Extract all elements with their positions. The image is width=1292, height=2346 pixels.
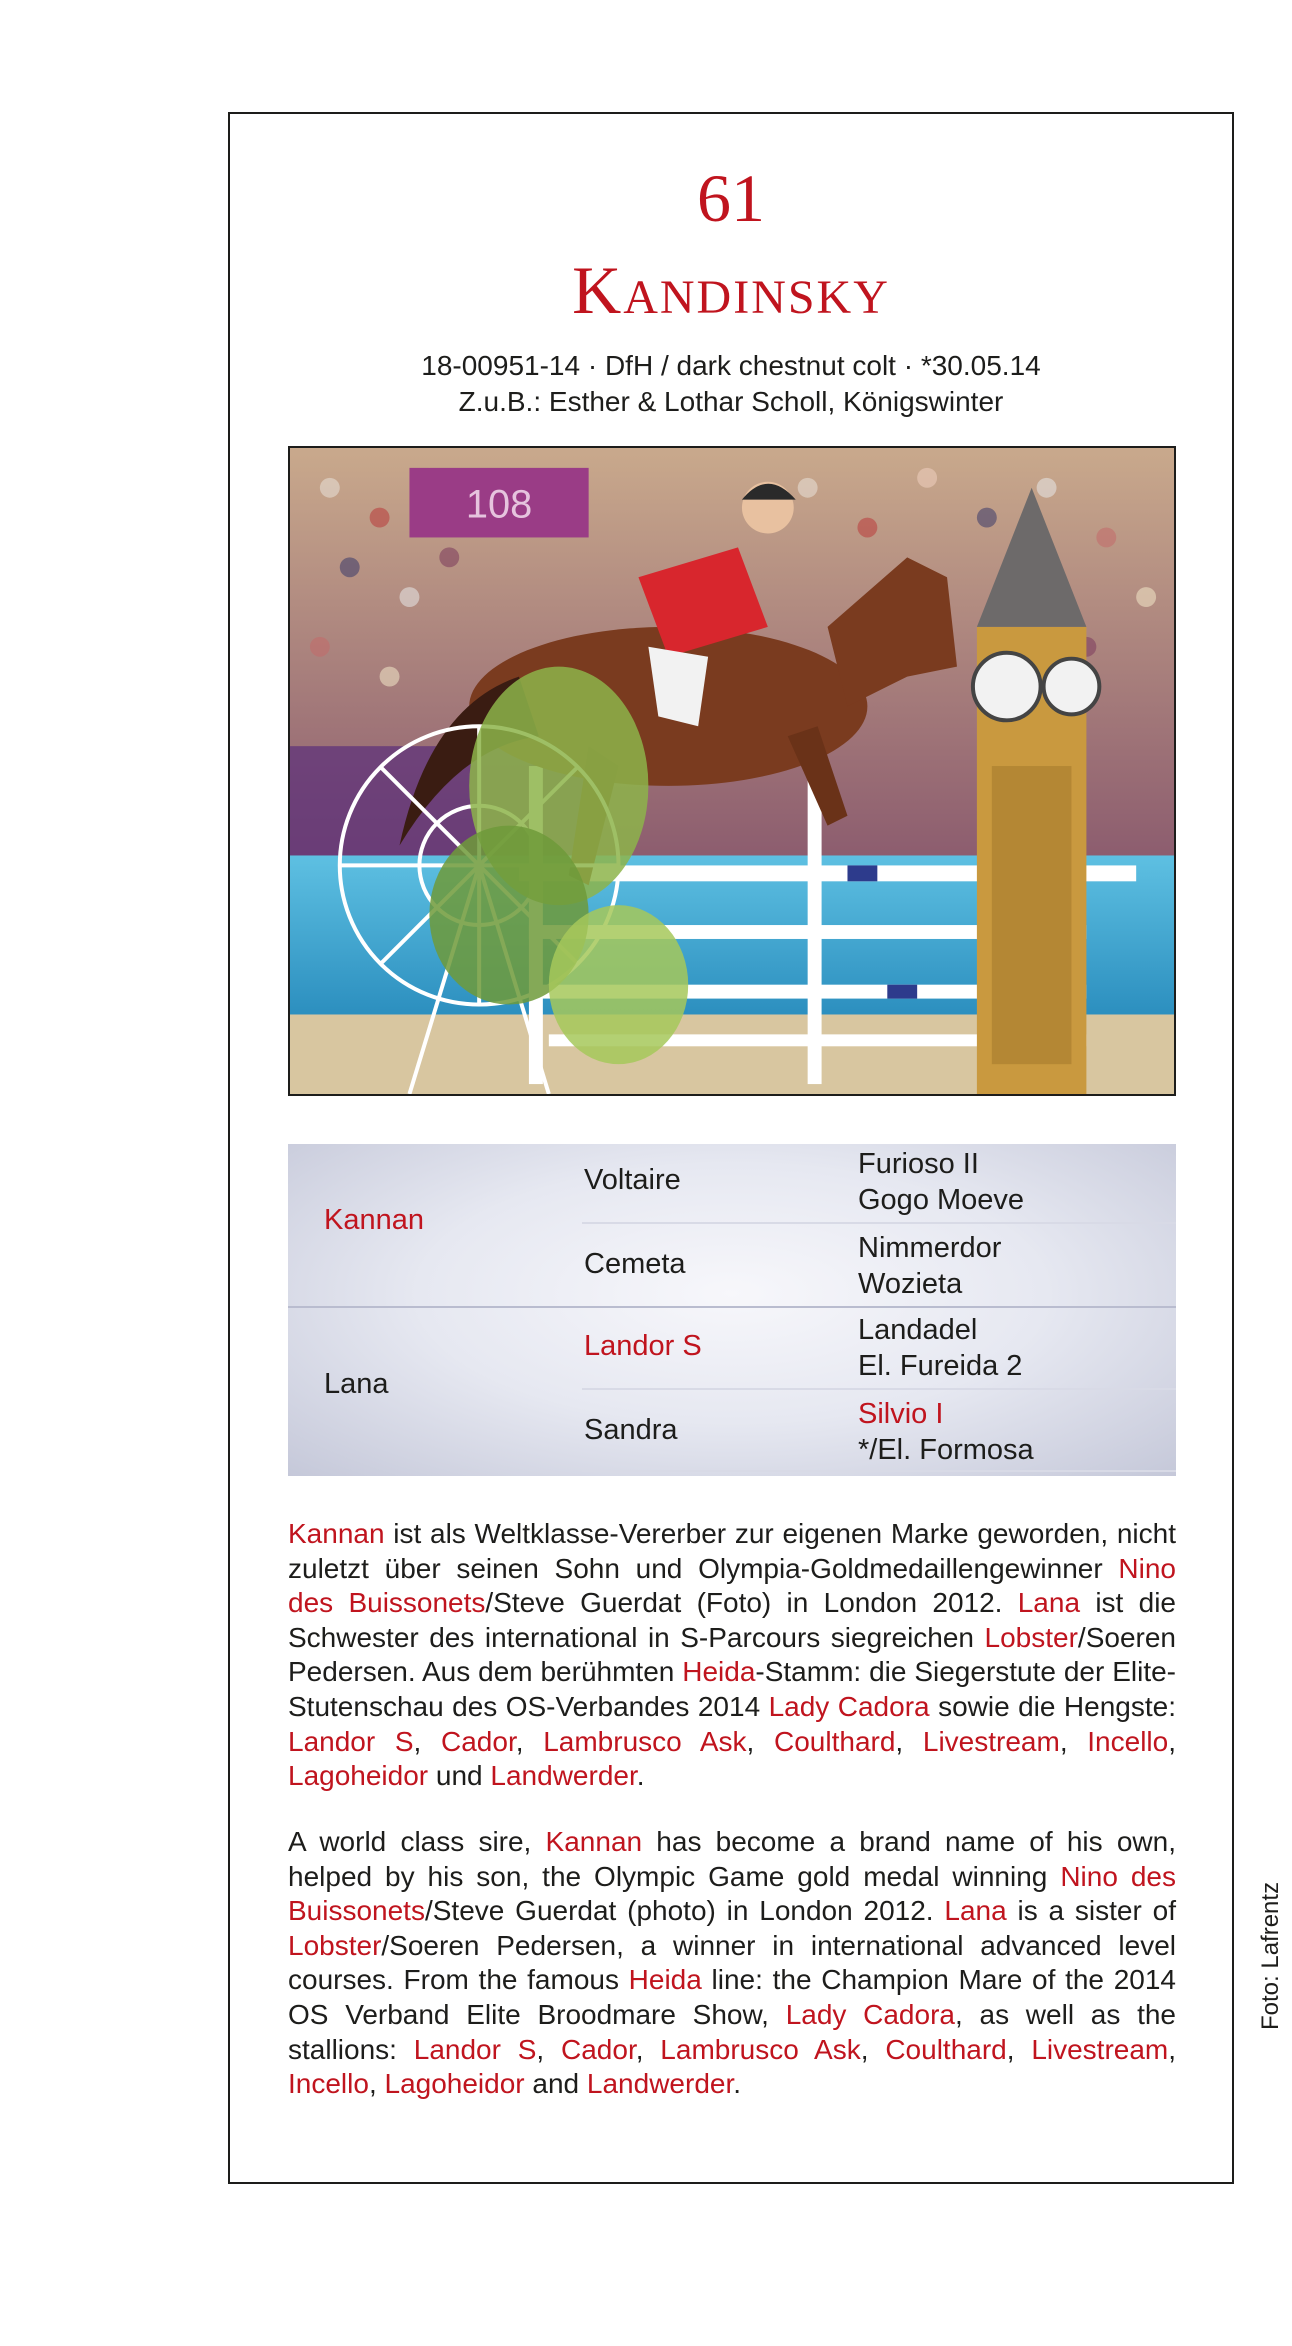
text-run: , <box>536 2033 561 2065</box>
g3-ancestor: */El. Formosa <box>858 1434 1034 1466</box>
g3-ancestor: Gogo Moeve <box>858 1184 1025 1216</box>
horse-link: Lambrusco Ask <box>660 2033 861 2065</box>
horse-link: Kannan <box>288 1518 385 1549</box>
horse-link: Livestream <box>1031 2033 1169 2065</box>
g3-ancestor: Wozieta <box>858 1268 963 1300</box>
text-run: is a sister of <box>1006 1895 1176 1927</box>
g3-ancestor: Furioso II <box>858 1148 979 1180</box>
dam-dam-name: Sandra <box>584 1414 678 1446</box>
dam-sire-name: Landor S <box>584 1330 702 1362</box>
horse-link: Landwerder <box>490 1760 637 1792</box>
text-run: , <box>1059 1725 1088 1757</box>
g3-ancestor: Nimmerdor <box>858 1232 1002 1264</box>
horse-link: Lobster <box>288 1929 382 1961</box>
horse-link: Nino des Buissonets <box>288 1860 1176 1927</box>
text-run: und <box>428 1760 491 1792</box>
horse-link: Lambrusco Ask <box>543 1725 747 1757</box>
breeder-details: Z.u.B.: Esther & Lothar Scholl, Königswinter <box>458 386 1004 417</box>
horse-link: Kannan <box>545 1826 643 1857</box>
text-run: , <box>1006 2033 1032 2065</box>
text-run: sowie die Hengste: <box>929 1690 1176 1722</box>
horse-link: Incello <box>1087 1725 1169 1757</box>
horse-link: Lagoheidor <box>384 2068 525 2100</box>
sire-dam-name: Cemeta <box>584 1248 686 1280</box>
horse-link: Lana <box>1017 1587 1081 1619</box>
description-english <box>288 1825 1176 2102</box>
sire-sire-name: Voltaire <box>584 1164 681 1196</box>
text-run: ist als Weltklasse-Vererber zur eigenen Marke geworden, nicht zuletzt über seinen Sohn und Olympia-Goldmedaillengewinner <box>288 1518 1176 1584</box>
horse-link: Heida <box>682 1656 756 1688</box>
show-jumping-photo <box>288 446 1176 1096</box>
horse-link: Lady Cadora <box>768 1690 930 1722</box>
horse-link: Cador <box>441 1725 516 1757</box>
text-run: , <box>746 1725 774 1757</box>
horse-link: Landor S <box>288 1725 414 1757</box>
text-run: , as well as the stallions: <box>288 1998 1176 2065</box>
horse-link: Landwerder <box>586 2068 734 2100</box>
text-run: /Steve Guerdat (photo) in London 2012. <box>424 1895 945 1927</box>
horse-link: Heida <box>628 1964 702 1996</box>
text-run: has become a brand name of his own, helped by his son, the Olympic Game gold medal winning <box>288 1826 1176 1892</box>
horse-link: Nino des Buissonets <box>288 1552 1176 1619</box>
text-run: . <box>733 2068 742 2100</box>
photo-credit: Foto: Lafrentz <box>1257 1881 1284 2030</box>
text-run: /Soeren Pedersen. Aus dem berühmten <box>288 1621 1176 1688</box>
g3-ancestor: Landadel <box>858 1314 978 1346</box>
text-run: -Stamm: die Siegerstute der Elite-Stutenschau des OS-Verbandes 2014 <box>288 1656 1176 1722</box>
text-run: , <box>1168 2033 1177 2065</box>
horse-link: Incello <box>288 2068 369 2100</box>
horse-link: Lagoheidor <box>288 1760 429 1792</box>
horse-link: Coulthard <box>774 1725 896 1757</box>
horse-link: Cador <box>561 2033 636 2065</box>
sire-name: Kannan <box>324 1204 424 1236</box>
horse-link: Livestream <box>922 1725 1060 1757</box>
text-run: , <box>515 1725 544 1757</box>
text-run: A world class sire, <box>288 1826 546 1857</box>
text-run: /Steve Guerdat (Foto) in London 2012. <box>485 1587 1018 1619</box>
dam-name: Lana <box>324 1368 389 1400</box>
text-run: . <box>636 1760 645 1792</box>
text-run: and <box>524 2068 587 2100</box>
photo-illustration <box>290 448 1174 1094</box>
g3-ancestor: El. Fureida 2 <box>858 1350 1023 1382</box>
text-run: , <box>860 2033 886 2065</box>
text-run: , <box>635 2033 661 2065</box>
text-run: line: the Champion Mare of the 2014 OS Verband Elite Broodmare Show, <box>288 1964 1176 2030</box>
horse-details: 18-00951-14 · DfH / dark chestnut colt · *30.05.14 <box>421 350 1041 381</box>
text-run: , <box>368 2068 385 2100</box>
text-run: /Soeren Pedersen, a winner in international advanced level courses. From the famous <box>288 1929 1176 1996</box>
text-run: , <box>413 1725 442 1757</box>
pedigree-table <box>288 1144 1176 1476</box>
lot-number: 61 <box>697 160 765 236</box>
horse-name: Kandinsky <box>572 252 890 328</box>
g3-ancestor: Silvio I <box>858 1398 944 1430</box>
text-run: ist die Schwester des international in S-Parcours siegreichen <box>288 1587 1176 1653</box>
horse-link: Landor S <box>413 2033 537 2065</box>
text-run: , <box>1168 1725 1176 1757</box>
horse-link: Lobster <box>984 1621 1078 1653</box>
text-run: , <box>895 1725 923 1757</box>
horse-link: Lana <box>944 1895 1007 1927</box>
description-german <box>288 1517 1176 1794</box>
horse-link: Coulthard <box>885 2033 1007 2065</box>
banner-text: 108 <box>465 482 533 527</box>
horse-link: Lady Cadora <box>785 1998 955 2030</box>
